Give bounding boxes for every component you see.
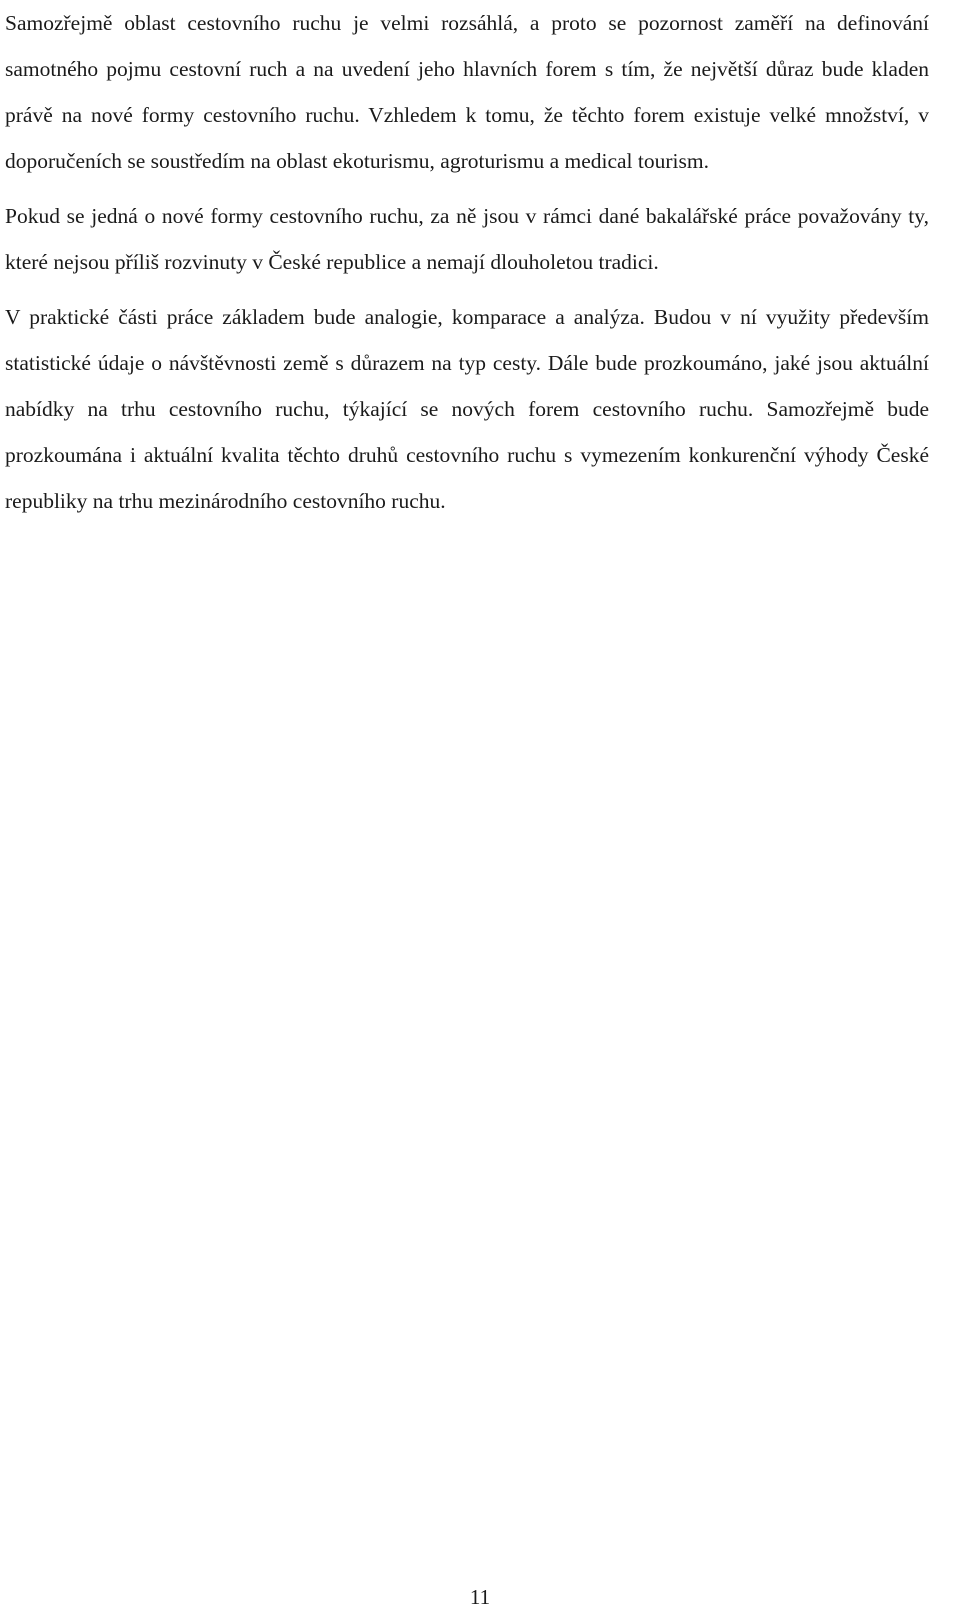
page-number: 11 [469, 1585, 491, 1609]
body-text [5, 0, 929, 524]
paragraph-new-forms: Pokud se jedná o nové formy cestovního ruchu, za ně jsou v rámci dané bakalářské práce považovány ty, které nejsou příliš rozvinuty v České republice a nemají dlouholetou tradici. [5, 204, 929, 274]
paragraph-methodology: V praktické části práce základem bude analogie, komparace a analýza. Budou v ní využity především statistické údaje o návštěvnosti země s důrazem na typ cesty. Dále bude prozkoumáno, jaké jsou aktuální nabídky na trhu cestovního ruchu, týkající se nových forem cestovního ruchu. Samozřejmě bude prozkoumána i aktuální kvalita těchto druhů cestovního ruchu s vymezením konkurenční výhody České republiky na trhu mezinárodního cestovního ruchu. [5, 305, 929, 513]
paragraph-scope: Samozřejmě oblast cestovního ruchu je velmi rozsáhlá, a proto se pozornost zaměří na definování samotného pojmu cestovní ruch a na uvedení jeho hlavních forem s tím, že největší důraz bude kladen právě na nové formy cestovního ruchu. Vzhledem k tomu, že těchto forem existuje velké množství, v doporučeních se soustředím na oblast ekoturismu, agroturismu a medical tourism. [5, 11, 929, 173]
